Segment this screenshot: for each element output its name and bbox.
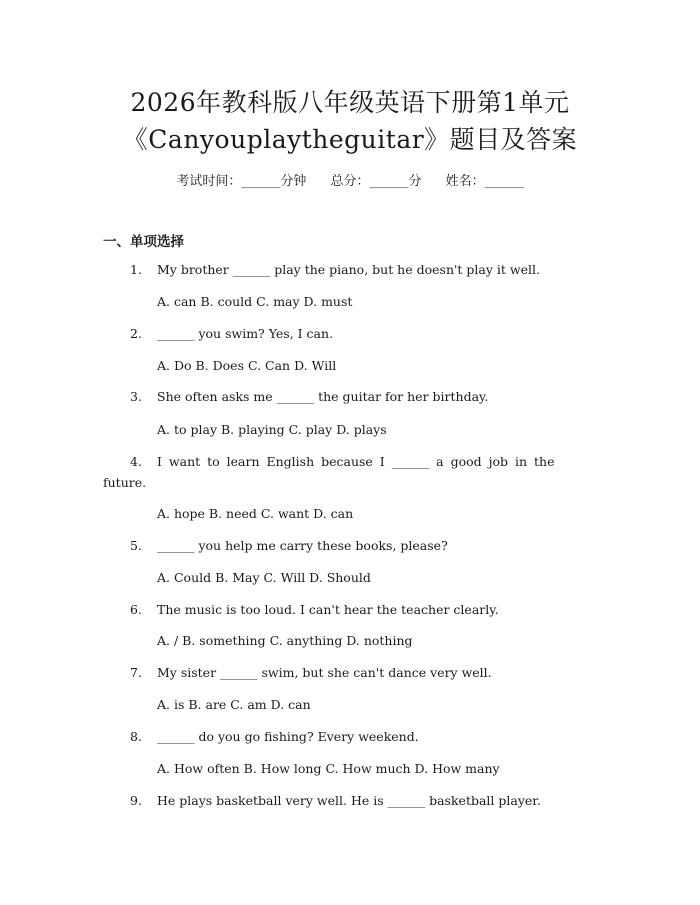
question-text: ______ you help me carry these books, please?: [157, 538, 448, 553]
exam-time: 考试时间：______分钟: [176, 174, 307, 189]
question-number: 6.: [130, 602, 142, 617]
question-text: He plays basketball very well. He is ______ basketball player.: [157, 793, 541, 808]
question-options: A. How often B. How long C. How much D. How many: [157, 761, 500, 776]
page-title: 2026年教科版八年级英语下册第1单元: [130, 88, 570, 117]
question-options: A. to play B. playing C. play D. plays: [157, 422, 387, 437]
page-subtitle: 《Canyouplaytheguitar》题目及答案: [122, 125, 578, 154]
question-number: 4.: [130, 454, 142, 469]
question-text: ______ do you go fishing? Every weekend.: [157, 729, 419, 744]
question-options: A. can B. could C. may D. must: [157, 294, 353, 309]
question-number: 5.: [130, 538, 142, 553]
exam-name: 姓名：______: [445, 174, 524, 189]
question-number: 8.: [130, 729, 142, 744]
question-text-continued: future.: [103, 475, 147, 490]
exam-meta: [0, 170, 700, 189]
question-options: A. hope B. need C. want D. can: [157, 506, 354, 521]
question-options: A. Do B. Does C. Can D. Will: [157, 358, 337, 373]
question-number: 7.: [130, 665, 142, 680]
question-text: She often asks me ______ the guitar for her birthday.: [157, 389, 489, 404]
question-text: The music is too loud. I can't hear the teacher clearly.: [157, 602, 499, 617]
exam-score: 总分：______分: [330, 174, 422, 189]
question-options: A. is B. are C. am D. can: [157, 697, 311, 712]
question-number: 2.: [130, 326, 142, 341]
question-text: My sister ______ swim, but she can't dance very well.: [157, 665, 492, 680]
question-options: A. Could B. May C. Will D. Should: [157, 570, 371, 585]
question-number: 3.: [130, 389, 142, 404]
question-text: ______ you swim? Yes, I can.: [157, 326, 334, 341]
section-heading: 一、单项选择: [103, 234, 184, 250]
question-options: A. / B. something C. anything D. nothing: [157, 633, 413, 648]
question-number: 9.: [130, 793, 142, 808]
question-text: My brother ______ play the piano, but he doesn't play it well.: [157, 262, 540, 277]
question-text: I want to learn English because I ______ a good job in the: [157, 454, 555, 469]
question-number: 1.: [130, 262, 142, 277]
